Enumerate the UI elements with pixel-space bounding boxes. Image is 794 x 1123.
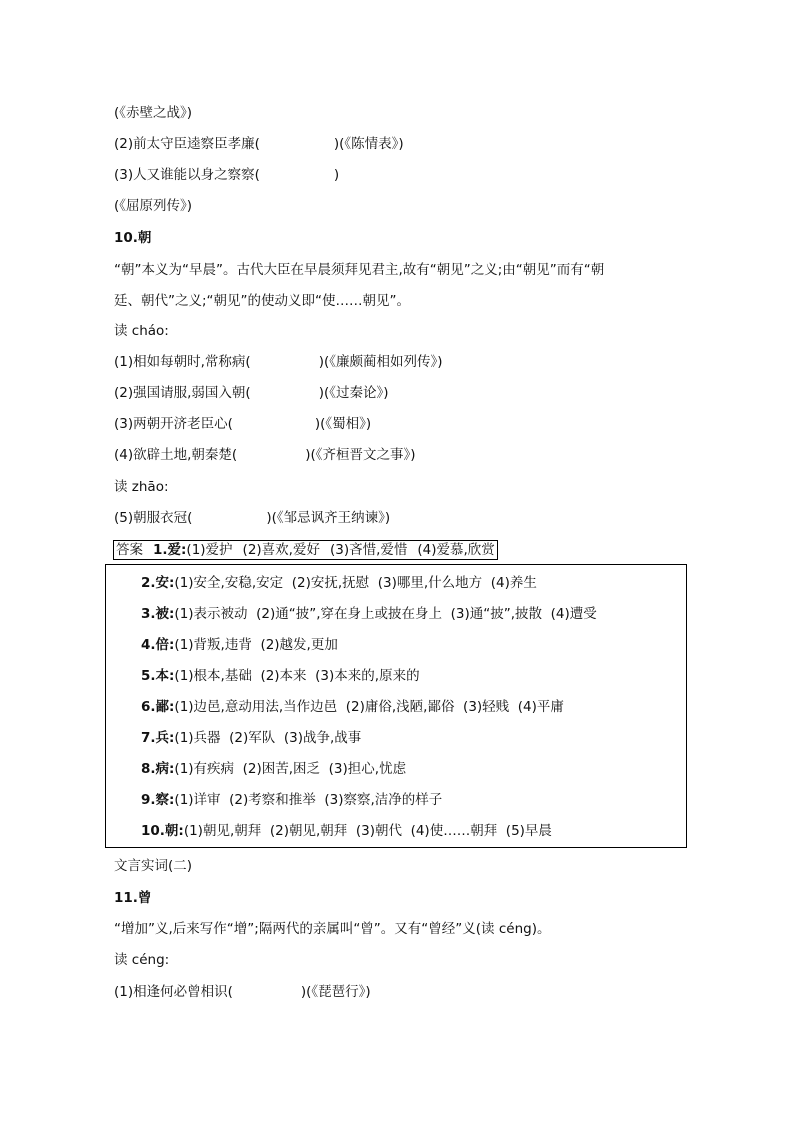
question-10-2 bbox=[114, 384, 389, 402]
answer-row bbox=[141, 667, 420, 685]
answer-part: (3)哪里,什么地方 bbox=[377, 575, 483, 591]
question-2-line bbox=[114, 135, 404, 153]
section-title: 文言实词(二) bbox=[114, 858, 193, 874]
reading-zhao: 读 zhāo: bbox=[114, 479, 169, 495]
answer-part: (2)考察和推举 bbox=[229, 792, 316, 808]
question-text: (1)相如每朝时,常称病( bbox=[114, 354, 251, 370]
answer-first-line bbox=[113, 540, 498, 560]
question-11-1 bbox=[114, 983, 371, 1001]
answer-part: (2)通“披”,穿在身上或披在身上 bbox=[256, 606, 443, 622]
answer-part: (3)朝代 bbox=[355, 823, 402, 839]
question-10-3 bbox=[114, 415, 371, 433]
answer-number: 5.本: bbox=[141, 668, 175, 684]
answer-part: (1)安全,安稳,安定 bbox=[174, 575, 284, 591]
answer-part: (2)越发,更加 bbox=[260, 637, 338, 653]
answer-box bbox=[105, 564, 687, 848]
question-text: (3)人又谁能以身之察察( bbox=[114, 167, 260, 183]
answer-number: 4.倍: bbox=[141, 637, 175, 653]
question-source: )(《陈情表》) bbox=[333, 136, 404, 152]
answer-part: (4)爱慕,欣赏 bbox=[417, 542, 495, 558]
answer-row bbox=[141, 636, 338, 654]
question-source: )(《过秦论》) bbox=[318, 385, 389, 401]
answer-row bbox=[141, 574, 537, 592]
answer-part: (4)养生 bbox=[490, 575, 537, 591]
answer-part: (2)困苦,困乏 bbox=[242, 761, 321, 777]
question-text: (5)朝服衣冠( bbox=[114, 510, 193, 526]
question-source: )(《齐桓晋文之事》) bbox=[305, 447, 416, 463]
question-source: )(《廉颇蔺相如列传》) bbox=[318, 354, 443, 370]
answer-part: (1)爱护 bbox=[186, 542, 233, 558]
section-11-heading: 11.曾 bbox=[114, 890, 152, 906]
answer-tag: 答案 bbox=[116, 542, 143, 558]
answer-part: (2)喜欢,爱好 bbox=[242, 542, 320, 558]
answer-row bbox=[141, 605, 597, 623]
answer-number: 10.朝: bbox=[141, 823, 184, 839]
answer-part: (1)详审 bbox=[174, 792, 221, 808]
answer-number: 6.鄙: bbox=[141, 699, 175, 715]
reading-chao: 读 cháo: bbox=[114, 323, 169, 339]
answer-part: (1)根本,基础 bbox=[174, 668, 252, 684]
question-10-5 bbox=[114, 509, 390, 527]
question-10-4 bbox=[114, 446, 416, 464]
question-source: ) bbox=[333, 167, 340, 183]
question-text: (1)相逢何必曾相识( bbox=[114, 984, 233, 1000]
answer-row bbox=[141, 760, 406, 778]
answer-part: (1)表示被动 bbox=[174, 606, 248, 622]
answer-part: (2)安抚,抚慰 bbox=[291, 575, 370, 591]
answer-number: 1.爱: bbox=[153, 542, 187, 558]
answer-part: (3)轻贱 bbox=[463, 699, 510, 715]
question-source: )(《蜀相》) bbox=[314, 416, 372, 432]
question-10-1 bbox=[114, 353, 443, 371]
answer-part: (2)本来 bbox=[260, 668, 307, 684]
source-chibi: (《赤壁之战》) bbox=[114, 105, 193, 121]
question-text: (2)强国请服,弱国入朝( bbox=[114, 385, 251, 401]
answer-part: (2)朝见,朝拜 bbox=[269, 823, 348, 839]
question-text: (3)两朝开济老臣心( bbox=[114, 416, 233, 432]
answer-part: (2)庸俗,浅陋,鄙俗 bbox=[345, 699, 455, 715]
answer-part: (1)兵器 bbox=[174, 730, 221, 746]
answer-part: (1)边邑,意动用法,当作边邑 bbox=[174, 699, 338, 715]
question-text: (4)欲辟土地,朝秦楚( bbox=[114, 447, 238, 463]
answer-part: (3)察察,洁净的样子 bbox=[324, 792, 443, 808]
answer-part: (1)朝见,朝拜 bbox=[183, 823, 262, 839]
answer-part: (4)遭受 bbox=[550, 606, 597, 622]
answer-number: 2.安: bbox=[141, 575, 175, 591]
answer-number: 8.病: bbox=[141, 761, 175, 777]
answer-part: (3)吝惜,爱惜 bbox=[329, 542, 408, 558]
question-source: )(《邹忌讽齐王纳谏》) bbox=[266, 510, 391, 526]
reading-ceng: 读 céng: bbox=[114, 952, 170, 968]
answer-row bbox=[141, 698, 564, 716]
question-source: )(《琵琶行》) bbox=[300, 984, 371, 1000]
section-11-desc: “增加”义,后来写作“增”;隔两代的亲属叫“曾”。又有“曾经”义(读 céng)。 bbox=[114, 921, 551, 937]
source-quyuan: (《屈原列传》) bbox=[114, 198, 193, 214]
question-3-line bbox=[114, 166, 339, 184]
answer-part: (3)通“披”,披散 bbox=[450, 606, 543, 622]
answer-part: (2)军队 bbox=[229, 730, 276, 746]
answer-part: (1)有疾病 bbox=[174, 761, 235, 777]
answer-row bbox=[141, 822, 552, 840]
answer-part: (4)平庸 bbox=[517, 699, 564, 715]
answer-row bbox=[141, 791, 442, 809]
answer-number: 7.兵: bbox=[141, 730, 175, 746]
answer-number: 9.察: bbox=[141, 792, 175, 808]
section-10-desc-2: 廷、朝代”之义;“朝见”的使动义即“使……朝见”。 bbox=[114, 293, 411, 309]
answer-part: (1)背叛,违背 bbox=[174, 637, 252, 653]
answer-part: (5)早晨 bbox=[505, 823, 552, 839]
section-10-desc-1: “朝”本义为“早晨”。古代大臣在早晨须拜见君主,故有“朝见”之义;由“朝见”而有“朝 bbox=[114, 262, 605, 278]
answer-part: (3)本来的,原来的 bbox=[315, 668, 420, 684]
answer-part: (4)使……朝拜 bbox=[410, 823, 498, 839]
answer-number: 3.被: bbox=[141, 606, 175, 622]
answer-part: (3)战争,战事 bbox=[283, 730, 362, 746]
answer-row bbox=[141, 729, 361, 747]
question-text: (2)前太守臣逵察臣孝廉( bbox=[114, 136, 260, 152]
section-10-heading: 10.朝 bbox=[114, 230, 152, 246]
answer-part: (3)担心,忧虑 bbox=[328, 761, 407, 777]
